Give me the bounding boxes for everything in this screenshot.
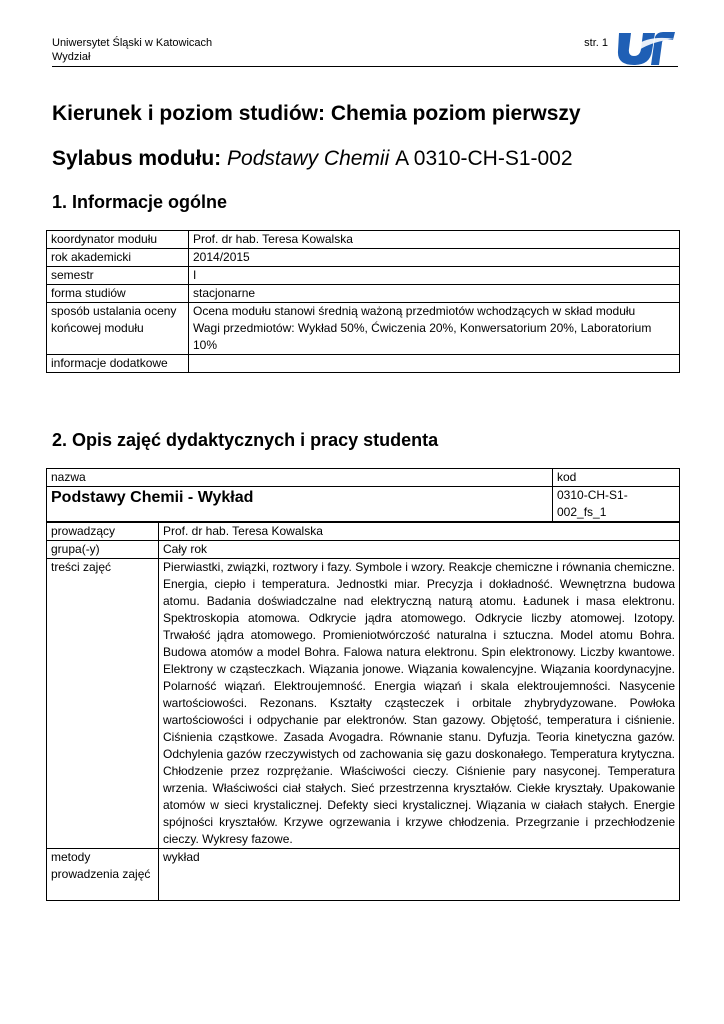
course-details-table — [46, 522, 680, 901]
table-row — [47, 541, 680, 559]
course-code: 0310-CH-S1-002_fs_1 — [553, 487, 680, 522]
name-header: nazwa — [47, 469, 553, 487]
row-label: prowadzący — [47, 523, 159, 541]
table-row — [47, 469, 680, 487]
module-code: A 0310-CH-S1-002 — [395, 147, 573, 170]
university-name: Uniwersytet Śląski w Katowicach — [52, 37, 213, 49]
row-value: 2014/2015 — [189, 249, 680, 267]
section1-heading: 1. Informacje ogólne — [52, 192, 228, 212]
grading-weights: Wagi przedmiotów: Wykład 50%, Ćwiczenia 20%, Konwersatorium 20%, Laboratorium 10% — [193, 321, 652, 352]
row-label: grupa(-y) — [47, 541, 159, 559]
grading-description: Ocena modułu stanowi średnią ważoną przedmiotów wchodzących w skład modułu — [193, 304, 636, 318]
row-label: forma studiów — [47, 285, 189, 303]
row-value: I — [189, 267, 680, 285]
general-info-table — [46, 230, 680, 373]
row-label: sposób ustalania oceny końcowej modułu — [47, 303, 189, 355]
row-value: Prof. dr hab. Teresa Kowalska — [159, 523, 680, 541]
row-value: Cały rok — [159, 541, 680, 559]
page-header — [52, 36, 678, 67]
table-row — [47, 849, 680, 901]
course-header-table — [46, 468, 680, 522]
faculty-name: Wydział — [52, 51, 91, 63]
row-value: wykład — [159, 849, 680, 901]
row-label: treści zajęć — [47, 559, 159, 849]
row-label: rok akademicki — [47, 249, 189, 267]
table-row — [47, 559, 680, 849]
row-value — [189, 303, 680, 355]
section2-heading: 2. Opis zajęć dydaktycznych i pracy studenta — [52, 430, 439, 450]
module-name: Podstawy Chemii — [227, 147, 390, 170]
row-value — [189, 355, 680, 373]
row-label: metody prowadzenia zajęć — [47, 849, 159, 901]
table-row — [47, 285, 680, 303]
course-name: Podstawy Chemii - Wykład — [47, 487, 553, 522]
syllabus-prefix: Sylabus modułu: — [52, 147, 222, 170]
university-logo-icon — [615, 29, 677, 67]
row-value: stacjonarne — [189, 285, 680, 303]
header-institution — [52, 36, 212, 64]
table-row — [47, 487, 680, 522]
row-value: Prof. dr hab. Teresa Kowalska — [189, 231, 680, 249]
program-title: Kierunek i poziom studiów: Chemia poziom pierwszy — [52, 102, 581, 125]
syllabus-title — [52, 147, 573, 171]
row-label: koordynator modułu — [47, 231, 189, 249]
table-row — [47, 249, 680, 267]
row-label: semestr — [47, 267, 189, 285]
course-content: Pierwiastki, związki, roztwory i fazy. Symbole i wzory. Reakcje chemiczne i równania chemiczne. Energia, ciepło i temperatura. Jednostki miar. Precyzja i dokładność. Wewnętrzna budowa atomu. Badania doświadczalne nad elektryczną naturą atomu. Ładunek i masa elektronu. Spektroskopia atomowa. Odkrycie jądra atomowego. Odkrycie liczby atomowej. Izotopy. Trwałość jądra atomowego. Promieniotwórczość naturalna i sztuczna. Model atomu Bohra. Budowa atomów a model Bohra. Falowa natura elektronu. Spin elektronowy. Liczby kwantowe. Elektrony w cząsteczkach. Wiązania jonowe. Wiązania kowalencyjne. Wiązania koordynacyjne. Polarność wiązań. Elektroujemność. Energia wiązań i skala elektroujemności. Nasycenie wartościowości. Rezonans. Kształty cząsteczek i orbitale zhybrydyzowane. Powłoka wartościowości i odpychanie par elektronów. Stan gazowy. Objętość, temperatura i ciśnienie. Ciśnienia cząstkowe. Zasada Avogadra. Równanie stanu. Dyfuzja. Teoria kinetyczna gazów. Odchylenia gazów rzeczywistych od zachowania się gazu doskonałego. Temperatura krytyczna. Chłodzenie przez rozprężanie. Właściwości cieczy. Ciśnienie pary nasyconej. Temperatura wrzenia. Właściwości ciał stałych. Sieć przestrzenna kryształów. Ciekłe kryształy. Upakowanie atomów w sieci krystalicznej. Defekty sieci krystalicznej. Wiązania w ciałach stałych. Energie spójności kryształów. Krzywe ogrzewania i krzywe chłodzenia. Przegrzanie i przechłodzenie cieczy. Wykresy fazowe. — [159, 559, 680, 849]
table-row — [47, 355, 680, 373]
row-label: informacje dodatkowe — [47, 355, 189, 373]
code-header: kod — [553, 469, 680, 487]
table-row — [47, 523, 680, 541]
page-number: str. 1 — [584, 37, 608, 49]
table-row — [47, 303, 680, 355]
table-row — [47, 231, 680, 249]
table-row — [47, 267, 680, 285]
